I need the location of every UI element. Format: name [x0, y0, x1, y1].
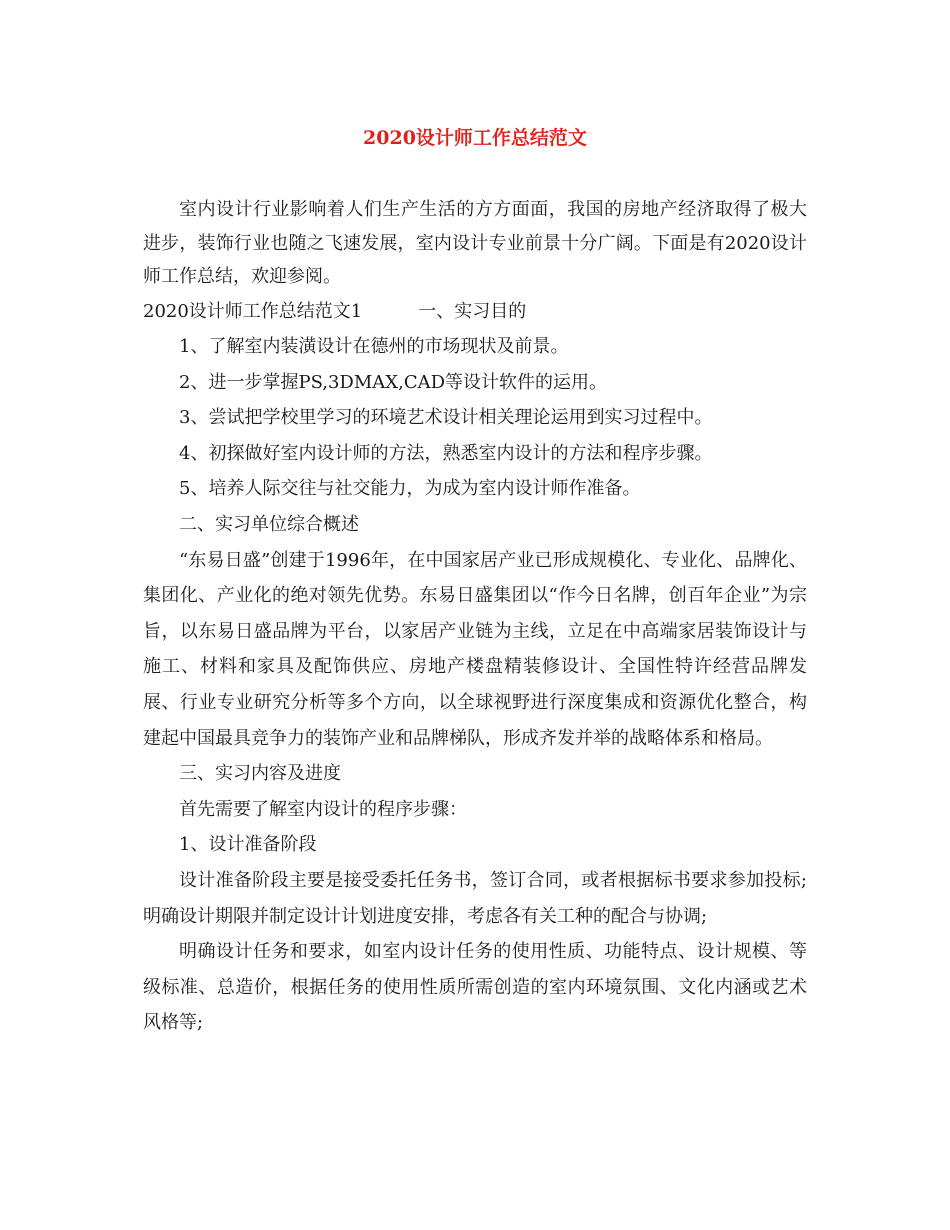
goal-item: 5、培养人际交往与社交能力，为成为室内设计师作准备。	[179, 478, 641, 500]
goal-item: 4、初探做好室内设计师的方法，熟悉室内设计的方法和程序步骤。	[179, 442, 713, 464]
step-paragraph: 明确设计任务和要求，如室内设计任务的使用性质、功能特点、设计规模、等级标准、总造价，根据任务的使用性质所需创造的室内环境氛围、文化内涵或艺术风格等;	[143, 941, 807, 1034]
goal-item: 3、尝试把学校里学习的环境艺术设计相关理论运用到实习过程中。	[179, 407, 713, 429]
article-heading-line	[143, 294, 807, 330]
document-title: 2020设计师工作总结范文	[363, 127, 587, 149]
goal-item: 2、进一步掌握PS,3DMAX,CAD等设计软件的运用。	[179, 371, 608, 393]
company-overview-paragraph: “东易日盛”创建于1996年，在中国家居产业已形成规模化、专业化、品牌化、集团化、产业化的绝对领先优势。东易日盛集团以“作今日名牌，创百年企业”为宗旨，以东易日盛品牌为平台，以家居产业链为主线，立足在中高端家居装饰设计与施工、材料和家具及配饰供应、房地产楼盘精装修设计、全国性特许经营品牌发展、行业专业研究分析等多个方向，以全球视野进行深度集成和资源优化整合，构建起中国最具竞争力的装饰产业和品牌梯队，形成齐发并举的战略体系和格局。	[143, 549, 807, 749]
section-heading-content: 三、实习内容及进度	[179, 763, 341, 785]
step-heading: 1、设计准备阶段	[179, 834, 317, 856]
intro-paragraph: 室内设计行业影响着人们生产生活的方方面面，我国的房地产经济取得了极大进步，装饰行业也随之飞速发展，室内设计专业前景十分广阔。下面是有2020设计师工作总结，欢迎参阅。	[143, 199, 807, 287]
step-paragraph: 设计准备阶段主要是接受委托任务书，签订合同，或者根据标书要求参加投标;明确设计期限并制定设计计划进度安排，考虑各有关工种的配合与协调;	[143, 870, 807, 927]
section-heading-goals: 一、实习目的	[418, 300, 527, 322]
content-intro-paragraph: 首先需要了解室内设计的程序步骤：	[179, 798, 467, 820]
goal-item: 1、了解室内装潢设计在德州的市场现状及前景。	[179, 336, 569, 358]
section-heading-company: 二、实习单位综合概述	[179, 514, 359, 536]
document-body	[143, 193, 807, 1041]
article-heading: 2020设计师工作总结范文1	[143, 300, 363, 322]
